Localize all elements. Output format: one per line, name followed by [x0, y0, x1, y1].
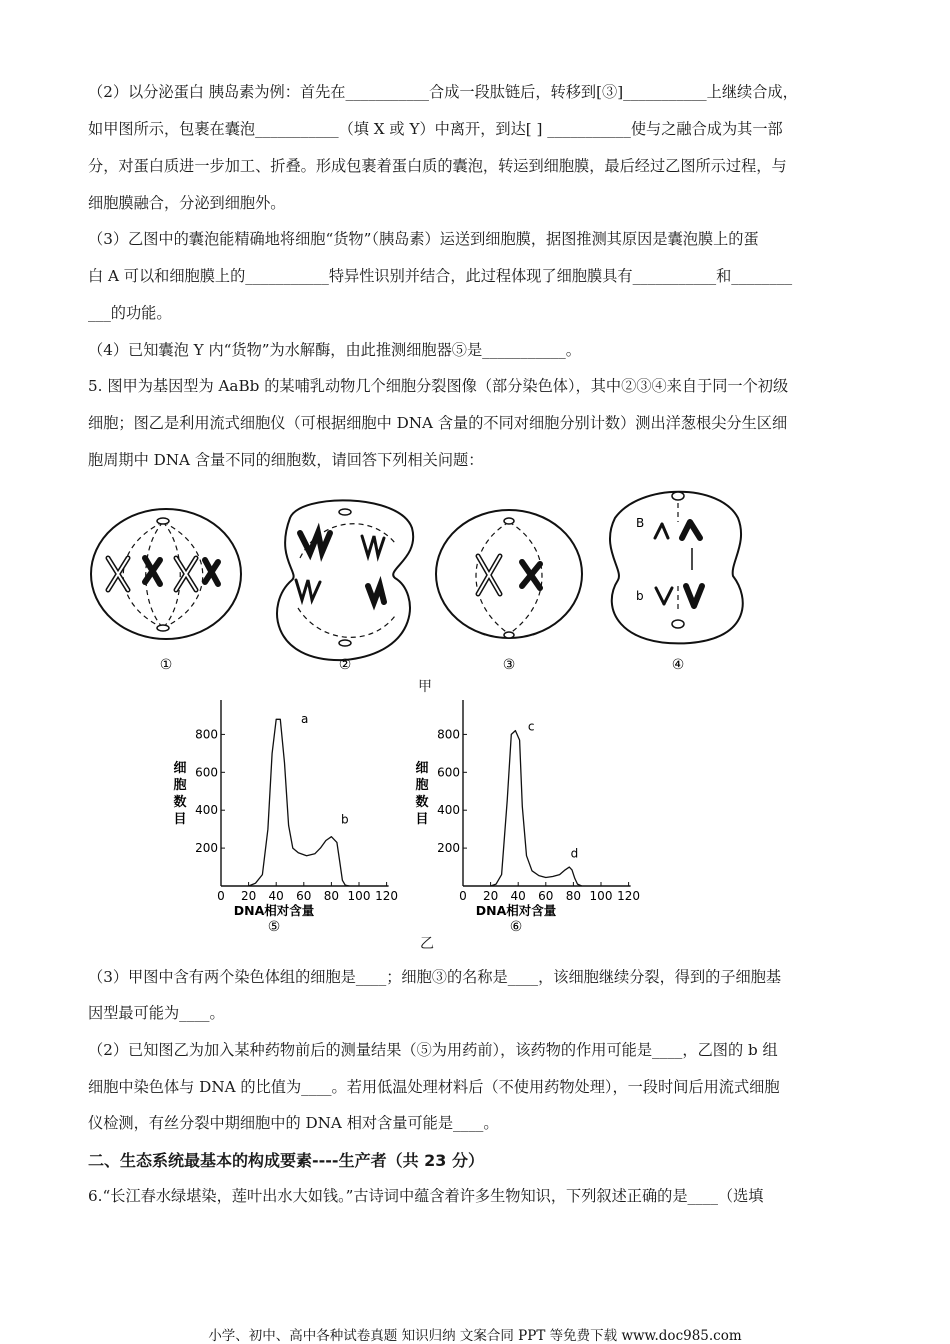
x-tick-label: 120	[375, 889, 399, 903]
text-line: （3）乙图中的囊泡能精确地将细胞“货物”（胰岛素）运送到细胞膜，据图推测其原因是囊泡膜上的蛋	[88, 230, 759, 248]
text-line: 白 A 可以和细胞膜上的___________特异性识别并结合，此过程体现了细胞膜具有___________和________	[88, 267, 793, 285]
x-tick-label: 100	[589, 889, 613, 903]
x-tick-label: 40	[510, 889, 526, 903]
y-tick-label: 400	[437, 803, 460, 818]
question-line: 细胞中染色体与 DNA 的比值为____。若用低温处理材料后（不使用药物处理），一段时间后用流式细胞	[88, 1078, 780, 1096]
text-line: 胞周期中 DNA 含量不同的细胞数，请回答下列相关问题：	[88, 451, 484, 469]
question-line: （3）甲图中含有两个染色体组的细胞是____；细胞③的名称是____，该细胞继续分裂，得到的子细胞基	[88, 968, 782, 986]
y-axis-label-char: 数	[173, 795, 187, 810]
figure-jia	[0, 488, 950, 688]
x-axis-label: DNA相对含量	[233, 903, 315, 918]
x-tick-label: 0	[459, 889, 467, 903]
text-line: 如甲图所示，包裹在囊泡___________（填 X 或 Y）中离开，到达[ ] ___________使与之融合成为其一部	[88, 120, 783, 138]
cell-label-2: ②	[338, 657, 352, 673]
text-line: 分，对蛋白质进一步加工、折叠。形成包裹着蛋白质的囊泡，转运到细胞膜，最后经过乙图所示过程，与	[88, 157, 787, 175]
page-footer: 小学、初中、高中各种试卷真题 知识归纳 文案合同 PPT 等免费下载 www.doc985.com	[208, 1328, 742, 1344]
y-axis-label-char: 胞	[415, 778, 429, 793]
gene-label-B: B	[636, 516, 645, 530]
x-tick-label: 20	[482, 889, 499, 903]
text-line: 5. 图甲为基因型为 AaBb 的某哺乳动物几个细胞分裂图像（部分染色体），其中②③④来自于同一个初级	[88, 377, 789, 395]
y-tick-label: 200	[195, 841, 218, 856]
text-line: （2）以分泌蛋白 胰岛素为例：首先在___________合成一段肽链后，转移到[③]___________上继续合成，	[88, 83, 798, 101]
peak-label: d	[570, 846, 579, 861]
y-axis-label-char: 细	[415, 761, 429, 776]
peak-label: a	[301, 712, 309, 727]
x-tick-label: 80	[323, 889, 340, 903]
peak-label: c	[527, 719, 535, 734]
question-line: 仪检测，有丝分裂中期细胞中的 DNA 相对含量可能是____。	[88, 1114, 499, 1132]
chart-panel-5	[160, 700, 400, 950]
x-tick-label: 80	[565, 889, 582, 903]
cell-label-1: ①	[159, 657, 173, 673]
question-line: 因型最可能为____。	[88, 1004, 225, 1022]
x-tick-label: 60	[296, 889, 312, 903]
x-tick-label: 60	[538, 889, 554, 903]
y-tick-label: 200	[437, 841, 460, 856]
peak-label: b	[341, 812, 349, 827]
text-line: （4）已知囊泡 Y 内“货物”为水解酶，由此推测细胞器⑤是___________。	[88, 341, 581, 359]
cell-4-diagram	[610, 492, 743, 644]
y-axis-label-char: 目	[173, 812, 187, 827]
x-axis-label: DNA相对含量	[475, 903, 557, 918]
cell-3-diagram	[436, 510, 582, 638]
figure-yi-caption: 乙	[420, 936, 434, 952]
cell-1-diagram	[91, 509, 241, 639]
y-axis-label-char: 数	[415, 795, 429, 810]
text-line: 细胞；图乙是利用流式细胞仪（可根据细胞中 DNA 含量的不同对细胞分别计数）测出洋葱根尖分生区细	[88, 414, 788, 432]
figure-jia-caption: 甲	[418, 679, 432, 695]
panel-label: ⑤	[267, 919, 281, 935]
x-tick-label: 0	[217, 889, 225, 903]
y-tick-label: 600	[437, 765, 460, 780]
y-axis-label-char: 目	[415, 812, 429, 827]
text-line: 细胞膜融合，分泌到细胞外。	[88, 194, 286, 212]
x-tick-label: 20	[240, 889, 257, 903]
y-axis-label-char: 胞	[173, 778, 187, 793]
x-tick-label: 40	[268, 889, 284, 903]
text-line: ___的功能。	[88, 304, 172, 322]
panel-label: ⑥	[509, 919, 523, 935]
x-tick-label: 120	[617, 889, 641, 903]
cell-label-4: ④	[671, 657, 685, 673]
cell-label-3: ③	[502, 657, 516, 673]
gene-label-b: b	[636, 589, 644, 603]
cell-2-diagram	[277, 500, 413, 660]
y-tick-label: 600	[195, 765, 218, 780]
y-tick-label: 400	[195, 803, 218, 818]
y-axis-label-char: 细	[173, 761, 187, 776]
data-curve	[249, 719, 350, 886]
question-6-line: 6.“长江春水绿堪染，莲叶出水大如钱。”古诗词中蕴含着许多生物知识，下列叙述正确的是____（选填	[88, 1187, 764, 1205]
data-curve	[491, 731, 582, 886]
x-tick-label: 100	[347, 889, 371, 903]
chart-panel-6	[402, 700, 642, 950]
question-line: （2）已知图乙为加入某种药物前后的测量结果（⑤为用药前），该药物的作用可能是____，乙图的 b 组	[88, 1041, 778, 1059]
section-heading: 二、生态系统最基本的构成要素----生产者（共 23 分）	[88, 1151, 484, 1170]
y-tick-label: 800	[437, 727, 460, 742]
y-tick-label: 800	[195, 727, 218, 742]
